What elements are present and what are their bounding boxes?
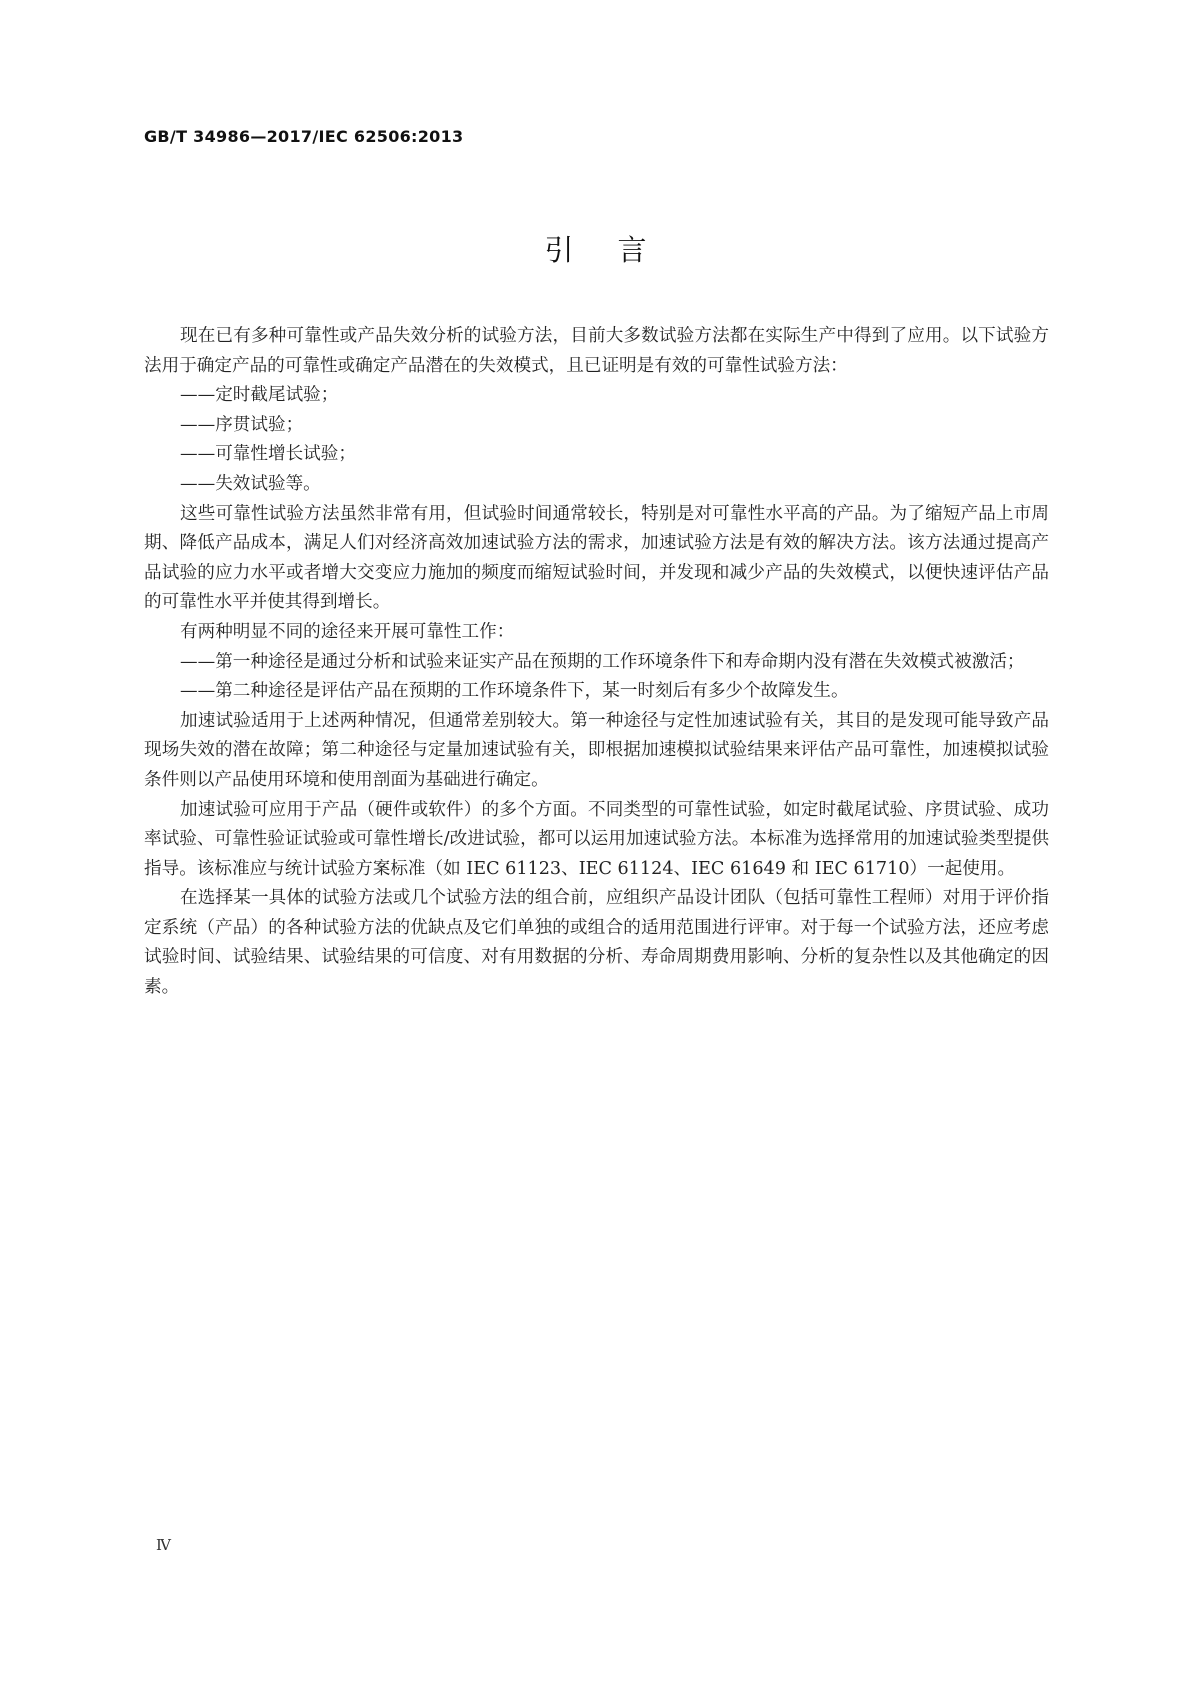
list-item-approach: ——第二种途径是评估产品在预期的工作环境条件下，某一时刻后有多少个故障发生。 — [180, 681, 849, 702]
list-item-test-method: ——序贯试验； — [180, 414, 304, 435]
list-item-test-method: ——定时截尾试验； — [180, 385, 339, 406]
standard-number-header: GB/T 34986—2017/IEC 62506:2013 — [144, 127, 464, 146]
page-title: 引言 — [544, 233, 691, 267]
paragraph-test-duration: 这些可靠性试验方法虽然非常有用，但试验时间通常较长，特别是对可靠性水平高的产品。为了缩短产品上市周期、降低产品成本，满足人们对经济高效加速试验方法的需求，加速试验方法是有效的解决方法。该方法通过提高产品试验的应力水平或者增大交变应力施加的频度而缩短试验时间，并发现和减少产品的失效模式，以便快速评估产品的可靠性水平并使其得到增长。 — [144, 503, 1049, 613]
paragraph-method-selection: 在选择某一具体的试验方法或几个试验方法的组合前，应组织产品设计团队（包括可靠性工程师）对用于评价指定系统（产品）的各种试验方法的优缺点及它们单独的或组合的适用范围进行评审。对于每一个试验方法，还应考虑试验时间、试验结果、试验结果的可信度、对有用数据的分析、寿命周期费用影响、分析的复杂性以及其他确定的因素。 — [144, 888, 1049, 998]
paragraph-intro: 现在已有多种可靠性或产品失效分析的试验方法，目前大多数试验方法都在实际生产中得到了应用。以下试验方法用于确定产品的可靠性或确定产品潜在的失效模式，且已证明是有效的可靠性试验方法： — [144, 326, 1049, 376]
list-item-approach: ——第一种途径是通过分析和试验来证实产品在预期的工作环境条件下和寿命期内没有潜在失效模式被激活； — [180, 651, 1025, 672]
list-item-test-method: ——失效试验等。 — [180, 473, 321, 494]
paragraph-accelerated-scope: 加速试验可应用于产品（硬件或软件）的多个方面。不同类型的可靠性试验，如定时截尾试验、序贯试验、成功率试验、可靠性验证试验或可靠性增长/改进试验，都可以运用加速试验方法。本标准为选择常用的加速试验类型提供指导。该标准应与统计试验方案标准（如 IEC 61123、IEC 61124、IEC 61649 和 IEC 61710）一起使用。 — [144, 799, 1049, 879]
paragraph-accelerated-applicability: 加速试验适用于上述两种情况，但通常差别较大。第一种途径与定性加速试验有关，其目的是发现可能导致产品现场失效的潜在故障；第二种途径与定量加速试验有关，即根据加速模拟试验结果来评估产品可靠性，加速模拟试验条件则以产品使用环境和使用剖面为基础进行确定。 — [144, 710, 1049, 790]
page-number: Ⅳ — [156, 1536, 171, 1554]
paragraph-two-approaches: 有两种明显不同的途径来开展可靠性工作： — [180, 621, 515, 642]
list-item-test-method: ——可靠性增长试验； — [180, 444, 356, 465]
introduction-body — [144, 322, 1049, 1003]
